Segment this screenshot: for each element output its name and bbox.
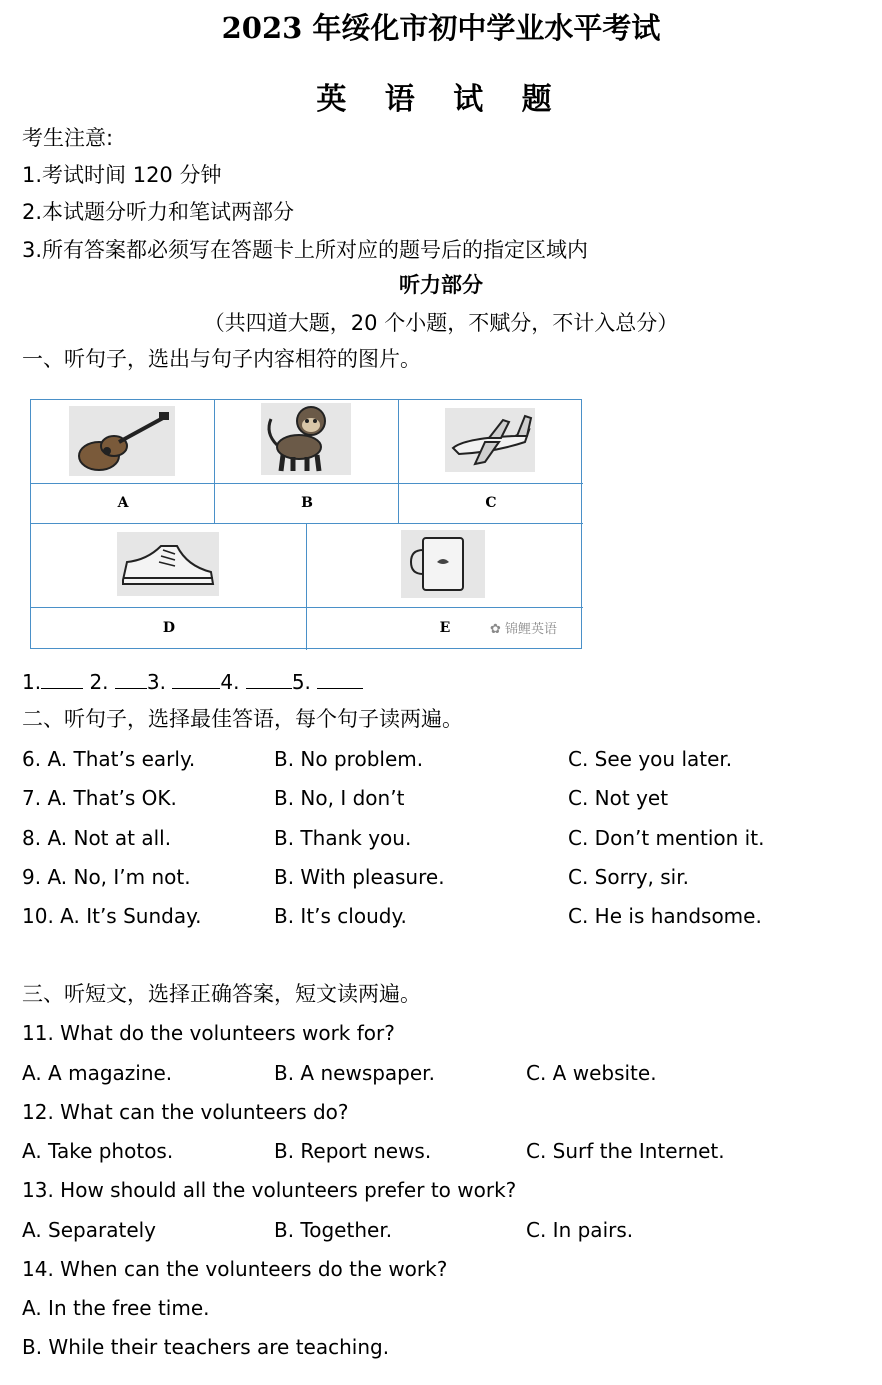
option-b: B. While their teachers are teaching.	[22, 1335, 390, 1359]
question-stem: 13. How should all the volunteers prefer to work?	[22, 1178, 517, 1202]
option-a: A. Separately	[22, 1218, 157, 1242]
option-c: C. In pairs.	[526, 1218, 634, 1242]
option-b: B. With pleasure.	[274, 865, 445, 889]
option-a: 9. A. No, I’m not.	[22, 865, 191, 889]
label-cell	[31, 608, 307, 650]
option-a: 7. A. That’s OK.	[22, 786, 177, 810]
exam-subtitle: 英 语 试 题	[316, 82, 566, 117]
option-b: B. No problem.	[274, 747, 424, 771]
option-c: C. Surf the Internet.	[526, 1139, 725, 1163]
picture-cell	[215, 400, 399, 484]
picture-cell	[31, 400, 215, 484]
label-cell	[215, 484, 399, 524]
question-stem: 14. When can the volunteers do the work?	[22, 1257, 448, 1281]
exam-title: 2023 年绥化市初中学业水平考试	[221, 11, 661, 45]
picture-cell	[307, 524, 583, 608]
question-stem: 12. What can the volunteers do?	[22, 1100, 349, 1124]
picture-label: A	[117, 495, 129, 511]
section1-heading: 一、听句子，选出与句子内容相符的图片。	[22, 347, 421, 371]
answer-blank[interactable]	[246, 670, 292, 689]
option-b: B. A newspaper.	[274, 1061, 435, 1085]
sneaker-icon	[117, 532, 219, 596]
option-c: C. See you later.	[568, 747, 733, 771]
section2-heading: 二、听句子，选择最佳答语，每个句子读两遍。	[22, 707, 463, 731]
picture-table	[30, 399, 582, 649]
picture-label: C	[485, 495, 497, 511]
option-b: B. Together.	[274, 1218, 393, 1242]
blank-number: 3.	[146, 670, 166, 694]
cup-icon	[401, 530, 485, 598]
wechat-icon: ✿	[490, 622, 506, 637]
option-a: 8. A. Not at all.	[22, 826, 172, 850]
section3-heading: 三、听短文，选择正确答案，短文读两遍。	[22, 982, 421, 1006]
option-b: B. It’s cloudy.	[274, 904, 407, 928]
answer-blank[interactable]	[317, 670, 363, 689]
monkey-icon	[261, 403, 351, 475]
label-cell	[399, 484, 583, 524]
option-b: B. Thank you.	[274, 826, 412, 850]
option-c: C. A website.	[526, 1061, 657, 1085]
listening-title: 听力部分	[399, 272, 483, 297]
option-b: B. Report news.	[274, 1139, 432, 1163]
option-a: 6. A. That’s early.	[22, 747, 196, 771]
notice-heading: 考生注意:	[22, 126, 114, 150]
blank-number: 4.	[220, 670, 240, 694]
answer-blank[interactable]	[172, 670, 220, 689]
answer-blank[interactable]	[115, 670, 147, 689]
label-cell	[31, 484, 215, 524]
option-a: 10. A. It’s Sunday.	[22, 904, 202, 928]
picture-label: E	[439, 620, 451, 636]
guitar-icon	[69, 406, 175, 476]
option-a: A. Take photos.	[22, 1139, 174, 1163]
option-c: C. He is handsome.	[568, 904, 762, 928]
picture-label: D	[162, 620, 176, 636]
option-b: B. No, I don’t	[274, 786, 405, 810]
blank-number: 5.	[291, 670, 311, 694]
blank-number: 1.	[22, 670, 42, 694]
blank-number: 2.	[89, 670, 109, 694]
option-a: A. In the free time.	[22, 1296, 210, 1320]
option-c: C. Not yet	[568, 786, 669, 810]
answer-blank[interactable]	[41, 670, 83, 689]
picture-cell	[31, 524, 307, 608]
notice-item: 2.本试题分听力和笔试两部分	[22, 200, 295, 224]
listening-note: （共四道大题，20 个小题，不赋分，不计入总分）	[203, 311, 679, 335]
picture-label: B	[301, 495, 313, 511]
notice-item: 3.所有答案都必须写在答题卡上所对应的题号后的指定区域内	[22, 238, 589, 262]
option-c: C. Don’t mention it.	[568, 826, 765, 850]
option-c: C. Sorry, sir.	[568, 865, 689, 889]
picture-cell	[399, 400, 583, 484]
answer-blanks	[22, 669, 363, 695]
watermark: ✿ 锦鲤英语	[490, 622, 558, 637]
notice-item: 1.考试时间 120 分钟	[22, 163, 222, 187]
question-stem: 11. What do the volunteers work for?	[22, 1021, 395, 1045]
airplane-icon	[445, 408, 535, 472]
option-a: A. A magazine.	[22, 1061, 173, 1085]
